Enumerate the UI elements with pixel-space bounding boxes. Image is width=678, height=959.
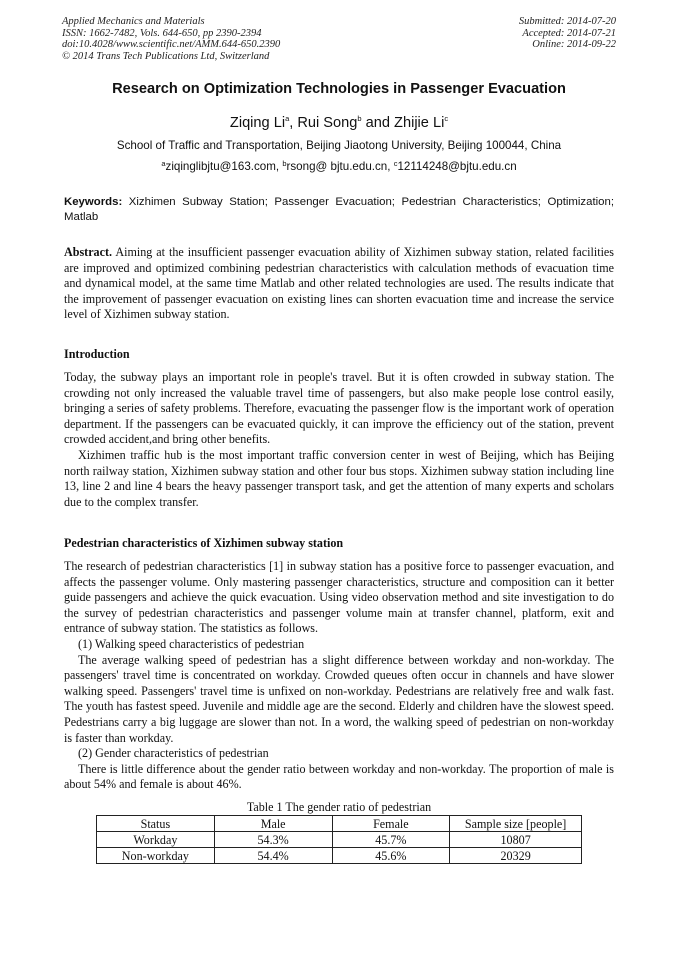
paragraph: The research of pedestrian characteristics [1] in subway station has a positive force to passenger evacuation, and affects the passenger volume. Only mastering passenger characteristics, structure and composition can it better guide passengers and achieve the quick evacuation. Using video observation method and site investigation to do the survey of pedestrian characteristics and passenger volume main at transfer channel, platform, exit and entrance of subway station. The statistics as follows. <box>64 559 614 636</box>
author-sup: a <box>285 114 290 123</box>
email-link: 12114248@bjtu.edu.cn <box>397 160 517 173</box>
paragraph: The average walking speed of pedestrian has a slight difference between workday and non-workday. The passengers' travel time is concentrated on workday. Crowded queues often occur in channels and have slower walking speed. Passengers' travel time is unfixed on non-workday. Pedestrians are relatively free and walk fast. The youth has fastest speed. Juvenile and middle age are the second. Elderly and children have the slowest speed. Pedestrians carry a big luggage are slower than not. In a word, the walking speed of pedestrian on non-workday is faster than workday. <box>64 652 614 745</box>
journal-header <box>62 16 280 62</box>
table-cell: Workday <box>97 832 215 848</box>
table-cell: 20329 <box>450 848 582 864</box>
table-caption: Table 1 The gender ratio of pedestrian <box>246 800 432 814</box>
subsection-label: (1) Walking speed characteristics of pedestrian <box>78 636 305 651</box>
issn-line: ISSN: 1662-7482, Vols. 644-650, pp 2390-2394 <box>62 27 262 39</box>
table-header-cell: Male <box>214 816 332 832</box>
table-header-cell: Status <box>97 816 215 832</box>
paragraph: Xizhimen traffic hub is the most important traffic conversion center in west of Beijing, which has Beijing north railway station, Xizhimen subway station and other four bus stops. Xizhimen subway station including line 13, line 2 and line 4 bears the heavy passenger transport task, and get the attention of many experts and scholars due to the complex transfer. <box>64 447 614 509</box>
dates-header <box>519 16 616 51</box>
submitted-date: Submitted: 2014-07-20 <box>518 16 616 27</box>
email-link: rsong@ bjtu.edu.cn, <box>286 160 394 173</box>
subsection-label: (2) Gender characteristics of pedestrian <box>78 746 269 761</box>
table-header-cell: Female <box>332 816 450 832</box>
email-sup: b <box>282 159 287 168</box>
author-name: Zhijie Li <box>394 115 445 131</box>
table-header-row <box>97 816 582 832</box>
email-list <box>0 160 678 173</box>
email-sup: a <box>161 159 166 168</box>
email-sup: c <box>393 159 398 168</box>
paragraph: Today, the subway plays an important role in people's travel. But it is often crowded in subway station. The crowding not only increased the valuable travel time of passengers, but also make people lose control easily, bringing a series of safety problems. Therefore, evacuating the passenger flow is the important work of operation department. If the passengers can be evacuated quickly, it can improve the efficiency out of the station, prevent crowded accident,and bring other benefits. <box>64 370 614 447</box>
keywords-text: Xizhimen Subway Station; Passenger Evacuation; Pedestrian Characteristics; Optimization; Matlab <box>64 196 614 223</box>
table-cell: 54.4% <box>214 848 332 864</box>
table-row <box>97 848 582 864</box>
author-sup: c <box>444 114 449 123</box>
table-cell: 54.3% <box>214 832 332 848</box>
doi-line: doi:10.4028/www.scientific.net/AMM.644-650.2390 <box>62 39 281 50</box>
keywords-label: Keywords: <box>64 196 123 208</box>
section-heading-introduction: Introduction <box>64 347 130 361</box>
author-list <box>0 115 678 131</box>
affiliation: School of Traffic and Transportation, Beijing Jiaotong University, Beijing 100044, China <box>116 139 562 152</box>
table-cell: 45.7% <box>332 832 450 848</box>
section-heading-pedestrian: Pedestrian characteristics of Xizhimen subway station <box>64 536 344 550</box>
abstract-label: Abstract. <box>64 245 113 259</box>
author-sep: and <box>361 115 395 131</box>
introduction-body <box>64 370 614 510</box>
abstract-text: Aiming at the insufficient passenger evacuation ability of Xizhimen subway station, related facilities are improved and optimized combining pedestrian characteristics with calculation methods of evacuation time and dynamical model, at the same time Matlab and other related technologies are used. The results indicate that the improvement of passenger evacuation on existing lines can shorten evacuation time and increase the service level of Xizhimen subway station. <box>64 245 614 322</box>
paper-title: Research on Optimization Technologies in Passenger Evacuation <box>112 81 566 97</box>
pedestrian-body <box>64 559 614 793</box>
table-header-cell: Sample size [people] <box>450 816 582 832</box>
table-cell: 45.6% <box>332 848 450 864</box>
copyright-line: © 2014 Trans Tech Publications Ltd, Switzerland <box>62 50 270 62</box>
author-name: Rui Song <box>297 115 358 131</box>
online-date: Online: 2014-09-22 <box>532 39 616 50</box>
email-link: ziqinglibjtu@163.com, <box>165 160 283 173</box>
paragraph: There is little difference about the gender ratio between workday and non-workday. The proportion of male is about 54% and female is about 46%. <box>64 761 614 792</box>
keywords <box>64 195 614 224</box>
table-cell: 10807 <box>450 832 582 848</box>
gender-ratio-table <box>96 815 582 864</box>
accepted-date: Accepted: 2014-07-21 <box>522 27 616 39</box>
table-row <box>97 832 582 848</box>
author-sup: b <box>357 114 362 123</box>
author-sep: , <box>289 115 298 131</box>
journal-name: Applied Mechanics and Materials <box>62 16 205 27</box>
author-name: Ziqing Li <box>229 115 286 131</box>
abstract <box>64 245 614 323</box>
table-cell: Non-workday <box>97 848 215 864</box>
